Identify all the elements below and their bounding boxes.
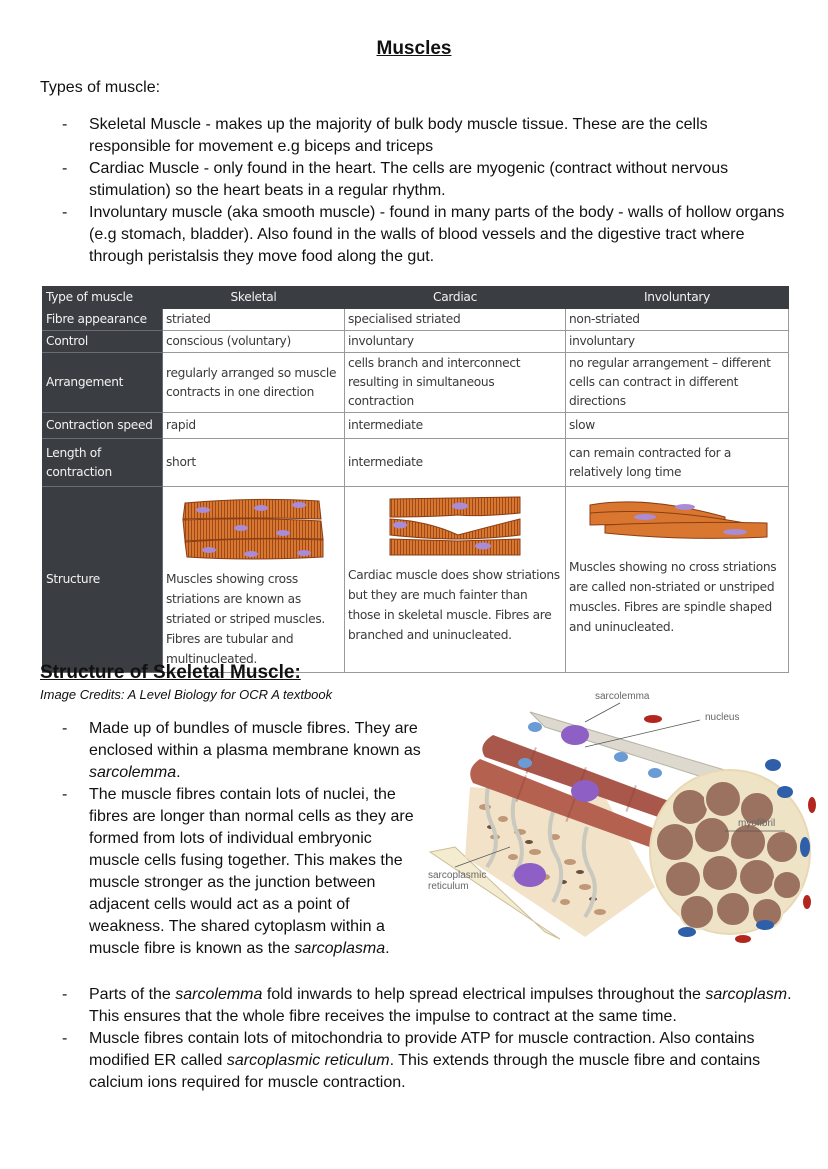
smooth-muscle-illustration bbox=[585, 495, 770, 543]
structure-list-left bbox=[40, 718, 425, 960]
table-header-row bbox=[43, 287, 789, 309]
table-cell: striated bbox=[163, 309, 345, 331]
table-cell: intermediate bbox=[345, 413, 566, 439]
table-cell: short bbox=[163, 439, 345, 487]
italic-term: sarcoplasma bbox=[294, 940, 386, 957]
label-sarcoplasmic-reticulum-1: sarcoplasmic bbox=[428, 870, 487, 881]
list-item: - Cardiac Muscle - only found in the heart. The cells are myogenic (contract without nervous stimulation) so the heart beats in a regular rhythm. bbox=[40, 158, 790, 202]
table-cell: rapid bbox=[163, 413, 345, 439]
table-row bbox=[43, 353, 789, 413]
label-nucleus: nucleus bbox=[705, 712, 740, 723]
row-label: Structure bbox=[43, 487, 163, 673]
row-label: Fibre appearance bbox=[43, 309, 163, 331]
table-row bbox=[43, 413, 789, 439]
section-heading: Structure of Skeletal Muscle: bbox=[40, 662, 301, 683]
table-cell: slow bbox=[566, 413, 789, 439]
table-cell: conscious (voluntary) bbox=[163, 331, 345, 353]
italic-term: sarcolemma bbox=[175, 986, 263, 1003]
muscle-comparison-table bbox=[42, 286, 789, 673]
table-cell: regularly arranged so muscle contracts in one direction bbox=[163, 353, 345, 413]
table-row bbox=[43, 331, 789, 353]
intro-text: Types of muscle: bbox=[40, 79, 161, 96]
table-row bbox=[43, 487, 789, 673]
table-cell: involuntary bbox=[345, 331, 566, 353]
italic-term: sarcoplasm bbox=[705, 986, 788, 1003]
list-item: - Skeletal Muscle - makes up the majority of bulk body muscle tissue. These are the cells responsible for movement e.g biceps and triceps bbox=[40, 114, 790, 158]
label-sarcoplasmic-reticulum-2: reticulum bbox=[428, 881, 469, 892]
text-segment: . bbox=[385, 940, 390, 957]
italic-term: sarcoplasmic reticulum bbox=[226, 1052, 390, 1069]
label-myofibril: myofibril bbox=[738, 818, 776, 829]
table-row bbox=[43, 439, 789, 487]
structure-list-bottom bbox=[40, 984, 800, 1094]
table-cell-skeletal-structure bbox=[163, 487, 345, 673]
table-cell: non-striated bbox=[566, 309, 789, 331]
row-label: Length of contraction bbox=[43, 439, 163, 487]
table-cell: no regular arrangement – different cells can contract in different directions bbox=[566, 353, 789, 413]
table-cell: intermediate bbox=[345, 439, 566, 487]
image-credit: Image Credits: A Level Biology for OCR A textbook bbox=[40, 687, 333, 702]
text-segment: . This ensures that the whole fibre receives the impulse to contract at the same time. bbox=[89, 986, 792, 1025]
page-title: Muscles bbox=[376, 38, 452, 59]
row-label: Contraction speed bbox=[43, 413, 163, 439]
list-item bbox=[40, 784, 425, 960]
table-header: Skeletal bbox=[163, 287, 345, 309]
table-cell: can remain contracted for a relatively long time bbox=[566, 439, 789, 487]
list-item: - Involuntary muscle (aka smooth muscle) - found in many parts of the body - walls of hollow organs (e.g stomach, bladder). Also found in the walls of blood vessels and the digestive tract where through peristalsis they move food along the gut. bbox=[40, 202, 790, 268]
cardiac-muscle-illustration bbox=[388, 495, 523, 559]
skeletal-muscle-diagram bbox=[425, 687, 820, 947]
table-cell-cardiac-structure bbox=[345, 487, 566, 673]
row-label: Arrangement bbox=[43, 353, 163, 413]
list-item bbox=[40, 718, 425, 784]
text-segment: Muscle fibres contain lots of mitochondria to provide ATP for muscle contraction. Also contains modified ER called bbox=[89, 1030, 755, 1069]
table-row bbox=[43, 309, 789, 331]
text-segment: fold inwards to help spread electrical impulses throughout the bbox=[262, 986, 706, 1003]
cardiac-structure-text: Cardiac muscle does show striations but they are much fainter than those in skeletal muscle. Fibres are branched and uninucleated. bbox=[348, 568, 560, 642]
muscle-fibre-illustration bbox=[425, 687, 820, 947]
table-header: Type of muscle bbox=[43, 287, 163, 309]
text-segment: . bbox=[176, 764, 181, 781]
table-cell: involuntary bbox=[566, 331, 789, 353]
text-segment: . This extends through the muscle fibre and contains calcium ions required for muscle contraction. bbox=[89, 1052, 761, 1091]
skeletal-structure-text: Muscles showing cross striations are known as striated or striped muscles. Fibres are tubular and multinucleated. bbox=[166, 572, 325, 666]
table-cell: cells branch and interconnect resulting in simultaneous contraction bbox=[345, 353, 566, 413]
label-sarcolemma: sarcolemma bbox=[595, 691, 650, 702]
involuntary-structure-text: Muscles showing no cross striations are called non-striated or unstriped muscles. Fibres are spindle shaped and uninucleated. bbox=[569, 560, 777, 634]
table-header: Involuntary bbox=[566, 287, 789, 309]
table-cell-involuntary-structure bbox=[566, 487, 789, 673]
text-segment: Made up of bundles of muscle fibres. They are enclosed within a plasma membrane known as bbox=[89, 720, 421, 759]
list-item bbox=[40, 984, 800, 1028]
text-segment: Parts of the bbox=[89, 986, 176, 1003]
table-cell: specialised striated bbox=[345, 309, 566, 331]
muscle-types-list bbox=[40, 114, 790, 268]
italic-term: sarcolemma bbox=[89, 764, 177, 781]
text-segment: The muscle fibres contain lots of nuclei, the fibres are longer than normal cells as they are formed from lots of individual embryonic muscle cells fusing together. This makes the muscle stronger as the junction between adjacent cells would act as a point of weakness. The shared cytoplasm within a muscle fibre is known as the bbox=[89, 786, 414, 957]
table-header: Cardiac bbox=[345, 287, 566, 309]
row-label: Control bbox=[43, 331, 163, 353]
list-item bbox=[40, 1028, 800, 1094]
skeletal-muscle-illustration bbox=[179, 495, 329, 563]
